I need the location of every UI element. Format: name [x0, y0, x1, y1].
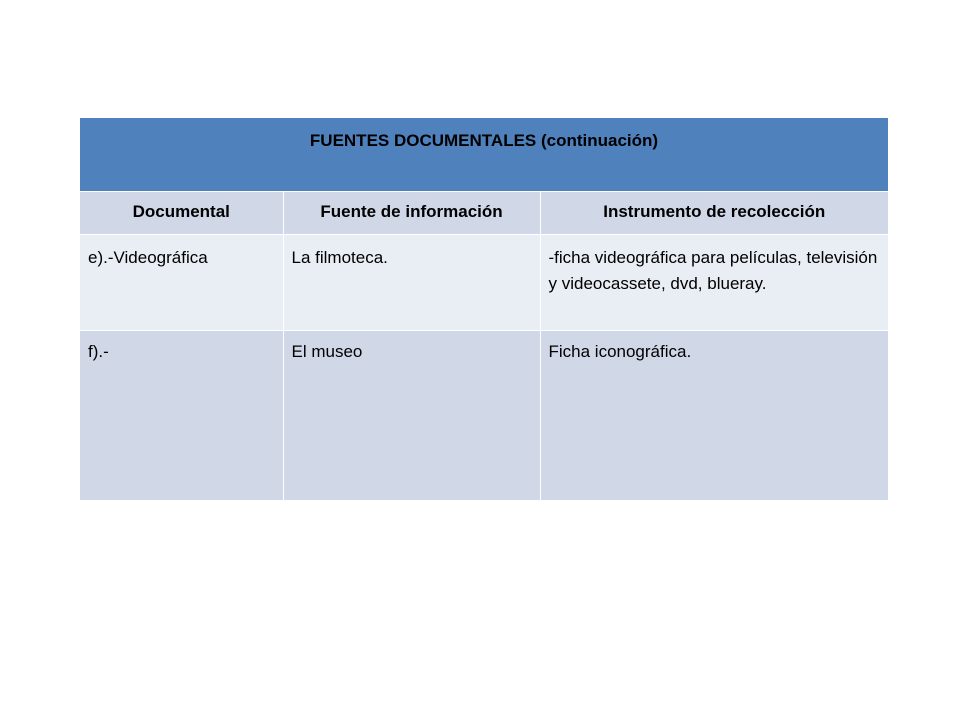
cell-instrumento: Ficha iconográfica. — [540, 330, 888, 500]
cell-instrumento: -ficha videográfica para películas, televisión y videocassete, dvd, blueray. — [540, 234, 888, 330]
cell-documental: f).- — [80, 330, 283, 500]
sources-table — [80, 118, 888, 501]
title-row — [80, 118, 888, 191]
table-row — [80, 234, 888, 330]
cell-fuente: La filmoteca. — [283, 234, 540, 330]
header-fuente: Fuente de información — [283, 191, 540, 234]
table-title: FUENTES DOCUMENTALES (continuación) — [309, 131, 659, 150]
header-documental: Documental — [80, 191, 283, 234]
table-row — [80, 330, 888, 500]
cell-fuente: El museo — [283, 330, 540, 500]
cell-documental: e).-Videográfica — [80, 234, 283, 330]
table-title-cell — [80, 118, 888, 191]
header-row — [80, 191, 888, 234]
header-instrumento: Instrumento de recolección — [540, 191, 888, 234]
